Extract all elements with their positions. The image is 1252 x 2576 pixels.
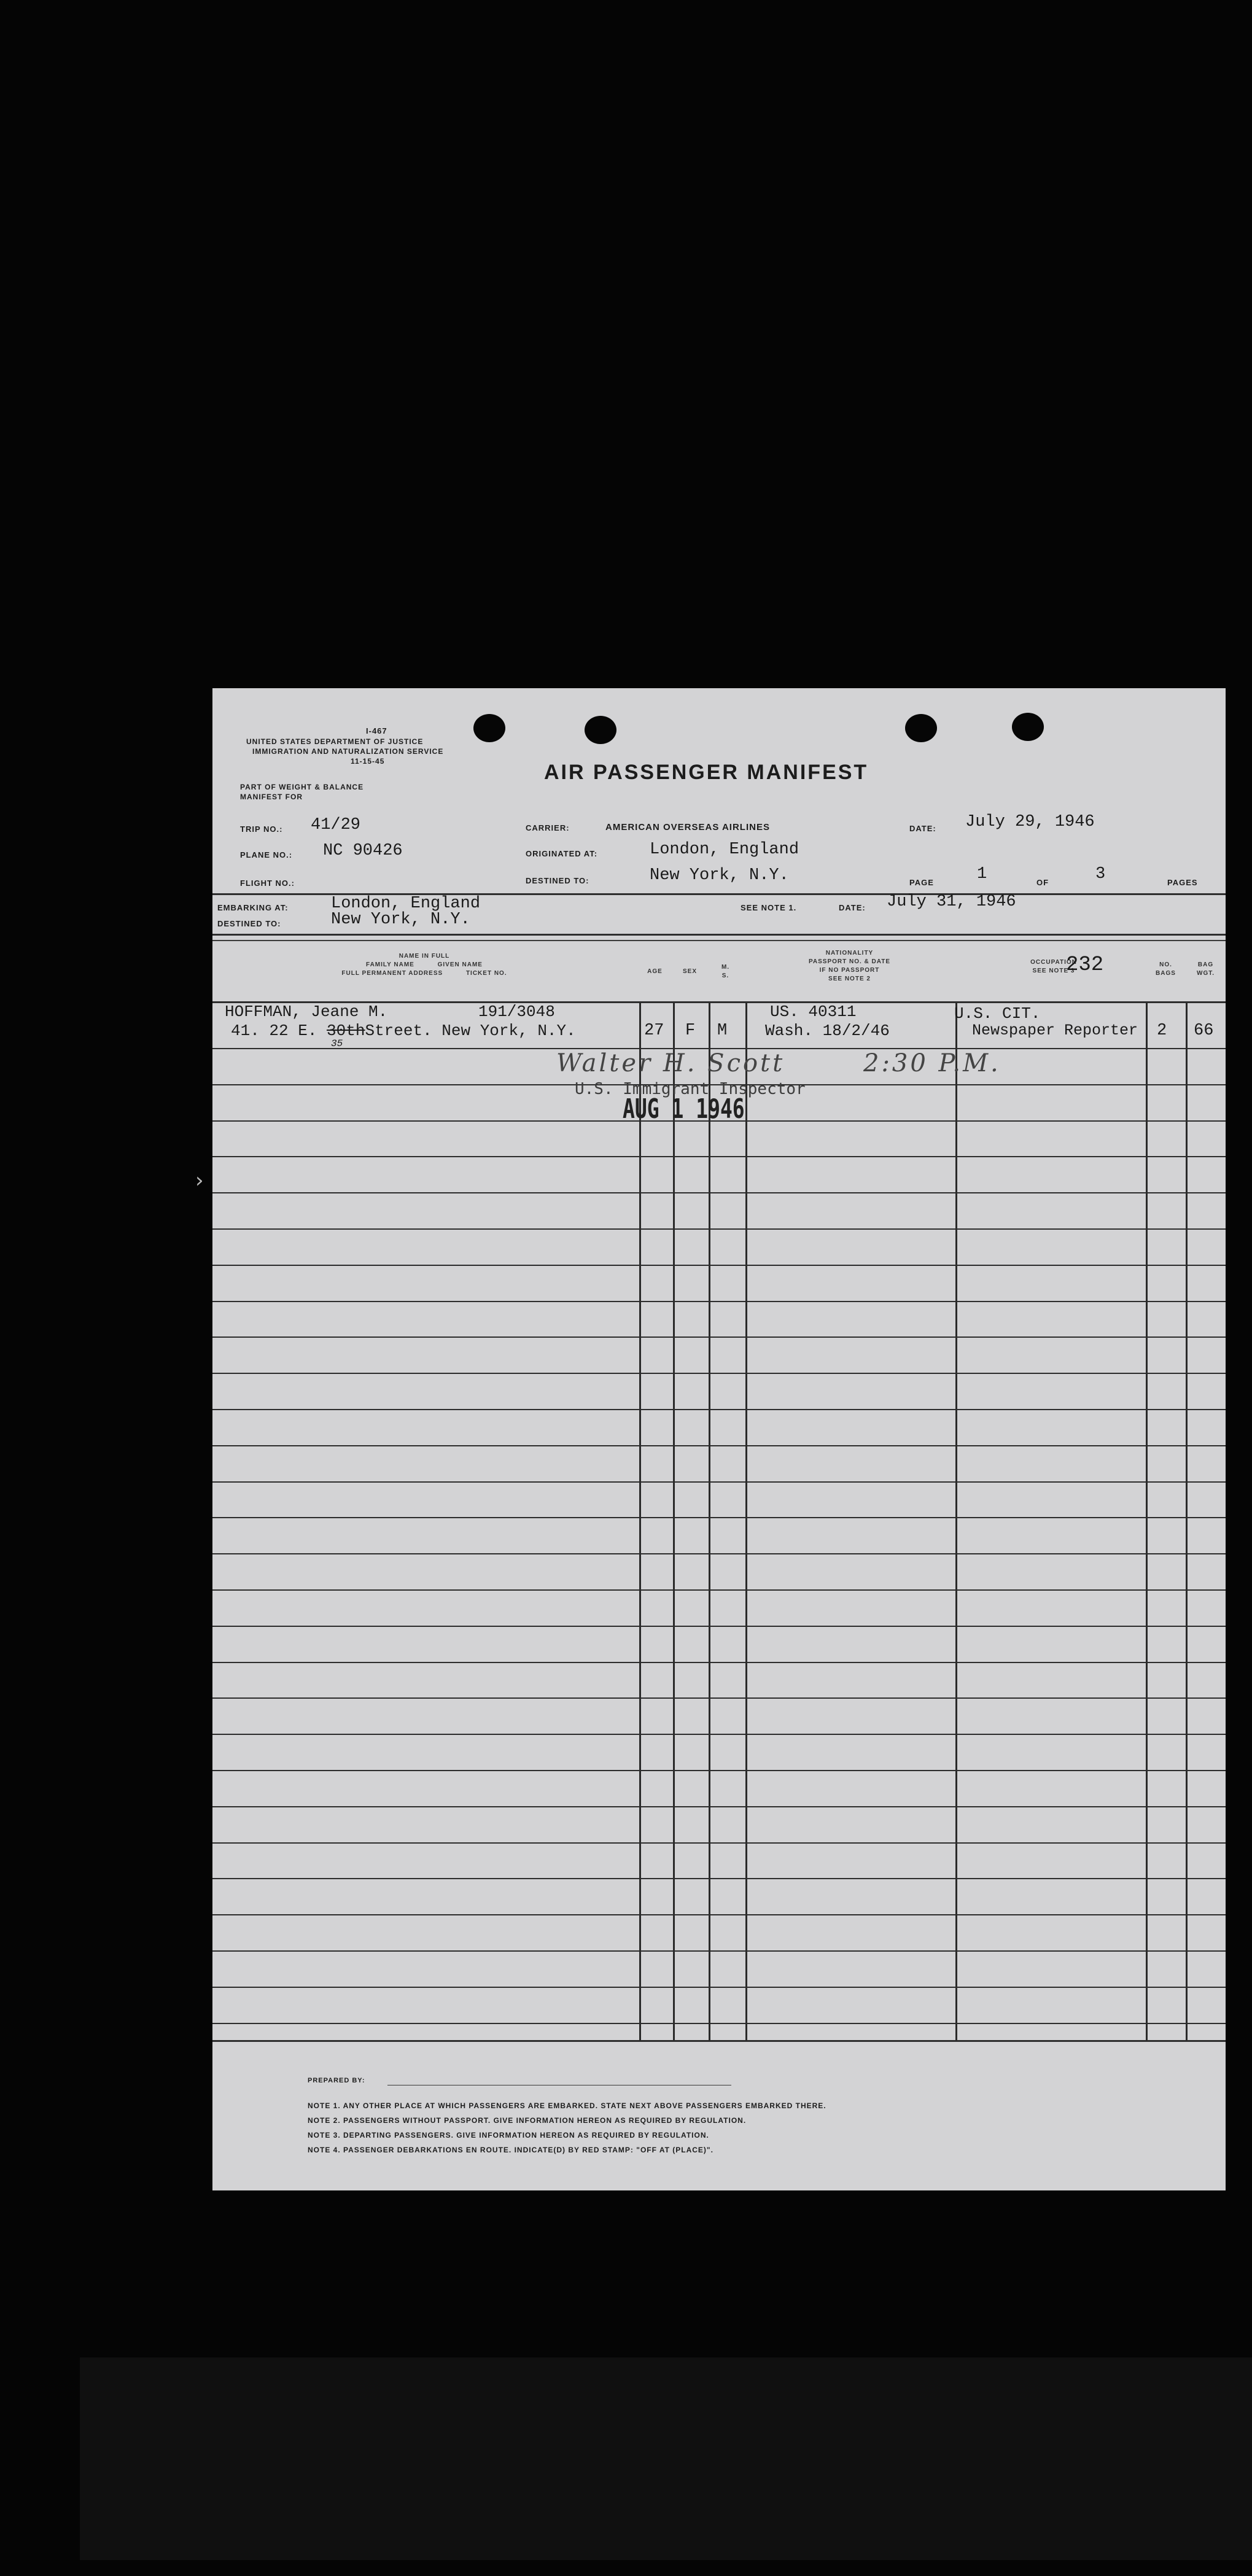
table-row-rule <box>212 1445 1226 1446</box>
trip-label: TRIP NO.: <box>240 824 283 834</box>
embark-rule-2 <box>212 940 1226 941</box>
table-row-rule <box>212 1697 1226 1699</box>
table-column-rule <box>639 1003 641 2040</box>
passport-number: US. 40311 <box>770 1003 857 1021</box>
table-row-rule <box>212 1409 1226 1410</box>
table-column-rule <box>745 1003 747 2040</box>
table-row-rule <box>212 1950 1226 1952</box>
table-row-rule <box>212 1770 1226 1771</box>
table-row-rule <box>212 1265 1226 1266</box>
punch-hole <box>585 716 616 744</box>
col-header-occupation: OCCUPATION SEE NOTE 3 <box>1030 959 1077 974</box>
table-row-rule <box>212 1156 1226 1157</box>
embark-rule <box>212 934 1226 936</box>
plane-label: PLANE NO.: <box>240 850 293 859</box>
passenger-name: HOFFMAN, Jeane M. <box>225 1003 388 1021</box>
plane-number: NC 90426 <box>323 842 403 860</box>
address-correction: 35 <box>331 1038 343 1049</box>
col-header-bags: NO. BAGS <box>1156 961 1176 977</box>
table-column-rule <box>1146 1003 1148 2040</box>
col-header-age: AGE <box>647 968 663 975</box>
occupation: Newspaper Reporter <box>972 1022 1138 1039</box>
table-row-rule <box>212 1987 1226 1988</box>
bag-count: 2 <box>1157 1022 1167 1040</box>
scan-shadow <box>80 2357 1252 2560</box>
of-label: OF <box>1036 878 1049 887</box>
col-header-sex: SEX <box>682 968 697 975</box>
form-number: I-467 <box>366 726 387 735</box>
table-row-rule <box>212 1806 1226 1807</box>
carrier-name: AMERICAN OVERSEAS AIRLINES <box>605 822 770 832</box>
passenger-age: 27 <box>644 1022 664 1040</box>
table-row-rule <box>212 1301 1226 1302</box>
embark-destined-value: New York, N.Y. <box>331 910 470 929</box>
table-row-rule <box>212 1878 1226 1879</box>
originated-label: ORIGINATED AT: <box>526 849 598 858</box>
embark-destined-label: DESTINED TO: <box>217 919 281 928</box>
table-row-rule <box>212 1589 1226 1591</box>
inspection-time: 2:30 P.M. <box>863 1049 1001 1077</box>
flight-label: FLIGHT NO.: <box>240 879 295 888</box>
table-column-rule <box>955 1003 957 2040</box>
table-row-rule <box>212 1481 1226 1483</box>
destined-value: New York, N.Y. <box>650 866 789 885</box>
pages-label: PAGES <box>1167 878 1198 887</box>
bag-weight: 66 <box>1194 1022 1214 1040</box>
occupation-header-overwrite: 232 <box>1066 953 1104 977</box>
table-column-rule <box>709 1003 710 2040</box>
table-row-rule <box>212 1662 1226 1663</box>
embarking-value: London, England <box>331 894 481 913</box>
table-row-rule <box>212 1192 1226 1193</box>
embarking-label: EMBARKING AT: <box>217 903 289 912</box>
ticket-number: 191/3048 <box>478 1003 555 1021</box>
col-header-name: NAME IN FULL FAMILY NAME GIVEN NAME FULL PERMANENT ADDRESS TICKET NO. <box>341 953 507 977</box>
table-column-rule <box>1186 1003 1188 2040</box>
originated-value: London, England <box>650 840 799 859</box>
punch-hole <box>905 714 937 742</box>
table-row-rule <box>212 1626 1226 1627</box>
punch-hole <box>1012 713 1044 741</box>
footer-note: NOTE 1. ANY OTHER PLACE AT WHICH PASSENGERS ARE EMBARKED. STATE NEXT ABOVE PASSENGERS EMBARKED THERE. <box>308 2101 826 2110</box>
date-label: DATE: <box>909 824 936 833</box>
inspector-signature: Walter H. Scott <box>556 1049 785 1077</box>
manifest-form <box>212 688 1226 2190</box>
trip-number: 41/29 <box>311 816 361 834</box>
table-row-rule <box>212 1517 1226 1518</box>
date-value: July 29, 1946 <box>965 813 1095 831</box>
pages-total: 3 <box>1095 865 1106 883</box>
department-name: UNITED STATES DEPARTMENT OF JUSTICE <box>246 737 424 746</box>
form-title: AIR PASSENGER MANIFEST <box>544 761 869 784</box>
table-row-rule <box>212 1734 1226 1735</box>
table-bottom-rule <box>212 2040 1226 2042</box>
table-row-rule <box>212 1914 1226 1915</box>
passenger-marital: M <box>717 1022 728 1040</box>
service-name: IMMIGRATION AND NATURALIZATION SERVICE <box>252 747 444 756</box>
citizenship: U.S. CIT. <box>954 1004 1041 1023</box>
table-row-rule <box>212 1842 1226 1844</box>
embark-date-label: DATE: <box>839 903 866 912</box>
prepared-by-label: PREPARED BY: <box>308 2077 365 2084</box>
footer-note: NOTE 3. DEPARTING PASSENGERS. GIVE INFORMATION HEREON AS REQUIRED BY REGULATION. <box>308 2131 709 2140</box>
passenger-sex: F <box>685 1022 696 1040</box>
carrier-label: CARRIER: <box>526 823 570 832</box>
punch-hole <box>473 714 505 742</box>
table-row-rule <box>212 2023 1226 2024</box>
part-of-label: PART OF WEIGHT & BALANCE MANIFEST FOR <box>240 783 364 801</box>
table-row-rule <box>212 1373 1226 1374</box>
footer-note: NOTE 4. PASSENGER DEBARKATIONS EN ROUTE. INDICATE(D) BY RED STAMP: "OFF AT (PLACE)". <box>308 2146 713 2154</box>
table-row-rule <box>212 1553 1226 1554</box>
footer-note: NOTE 2. PASSENGERS WITHOUT PASSPORT. GIVE INFORMATION HEREON AS REQUIRED BY REGULATION. <box>308 2116 747 2125</box>
scan-margin-mark: › <box>195 1168 204 1193</box>
page-value: 1 <box>977 865 987 883</box>
note-reference: SEE NOTE 1. <box>741 903 797 912</box>
inspection-date-stamp: AUG 1 1946 <box>623 1093 745 1125</box>
col-header-nationality: NATIONALITY PASSPORT NO. & DATE IF NO PASSPORT SEE NOTE 2 <box>808 950 891 982</box>
destined-label: DESTINED TO: <box>526 876 589 885</box>
table-column-rule <box>673 1003 675 2040</box>
form-date: 11-15-45 <box>351 757 385 766</box>
passport-issue: Wash. 18/2/46 <box>765 1022 890 1040</box>
page-label: PAGE <box>909 878 934 887</box>
col-header-marital: M. S. <box>721 964 730 979</box>
embark-date-value: July 31, 1946 <box>887 893 1016 911</box>
col-header-weight: BAG WGT. <box>1197 961 1215 977</box>
table-row-rule <box>212 1228 1226 1230</box>
passenger-address: 41. 22 E. 30thStreet. New York, N.Y. <box>231 1022 576 1040</box>
inspector-title: U.S. Immigrant Inspector <box>575 1080 806 1098</box>
table-row-rule <box>212 1336 1226 1338</box>
